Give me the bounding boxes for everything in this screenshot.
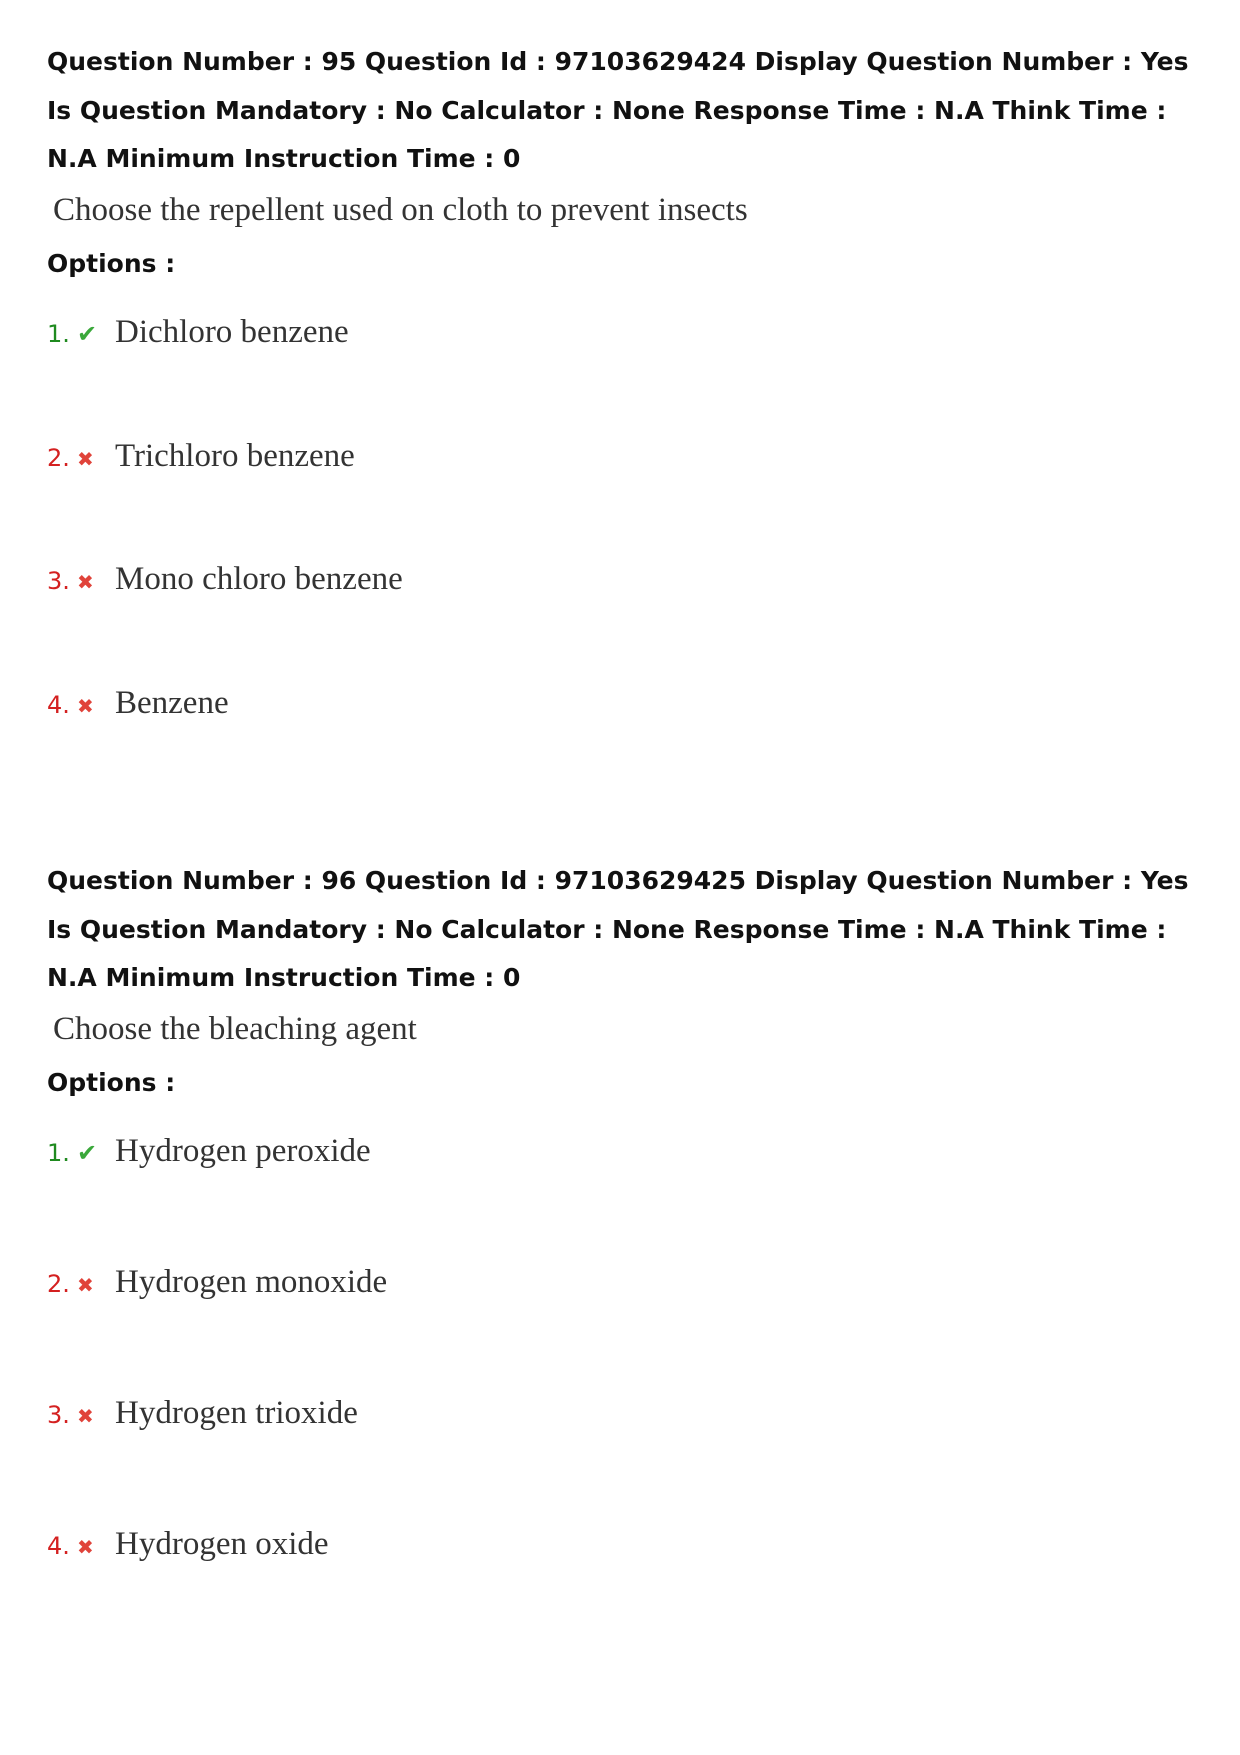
question-block	[47, 857, 1207, 1562]
option-4	[47, 685, 229, 745]
cross-icon: ✖	[77, 1535, 94, 1559]
option-3	[47, 561, 403, 621]
options-label: Options :	[47, 248, 176, 278]
option-number: 2.	[47, 444, 70, 472]
question-meta: Question Number : 95 Question Id : 97103629424 Display Question Number : Yes Is Question Mandatory : No Calculator : None Response Time : N.A Think Time : N.A Minimum Instruction Time : 0	[47, 47, 1189, 173]
option-text: Hydrogen trioxide	[115, 1395, 358, 1431]
option-text: Hydrogen monoxide	[115, 1264, 388, 1300]
option-2	[47, 438, 355, 498]
option-number: 4.	[47, 691, 70, 719]
option-text: Trichloro benzene	[115, 438, 355, 474]
option-1	[47, 1133, 371, 1193]
cross-icon: ✖	[77, 447, 94, 471]
option-number: 1.	[47, 320, 70, 348]
option-text: Hydrogen peroxide	[115, 1133, 371, 1169]
check-icon: ✔	[77, 1139, 98, 1167]
question-block	[47, 38, 1207, 721]
question-text: Choose the bleaching agent	[53, 1010, 417, 1047]
option-3	[47, 1395, 358, 1455]
options-label: Options :	[47, 1067, 176, 1097]
option-text: Dichloro benzene	[115, 314, 349, 350]
question-text: Choose the repellent used on cloth to prevent insects	[53, 191, 748, 228]
cross-icon: ✖	[77, 570, 94, 594]
option-text: Mono chloro benzene	[115, 561, 403, 597]
option-number: 4.	[47, 1532, 70, 1560]
option-number: 1.	[47, 1139, 70, 1167]
cross-icon: ✖	[77, 694, 94, 718]
option-number: 2.	[47, 1270, 70, 1298]
option-text: Benzene	[115, 685, 229, 721]
option-text: Hydrogen oxide	[115, 1526, 329, 1562]
cross-icon: ✖	[77, 1273, 94, 1297]
check-icon: ✔	[77, 320, 98, 348]
option-2	[47, 1264, 387, 1324]
option-1	[47, 314, 349, 374]
cross-icon: ✖	[77, 1404, 94, 1428]
question-meta: Question Number : 96 Question Id : 97103629425 Display Question Number : Yes Is Question Mandatory : No Calculator : None Response Time : N.A Think Time : N.A Minimum Instruction Time : 0	[47, 866, 1189, 992]
option-number: 3.	[47, 1401, 70, 1429]
option-number: 3.	[47, 567, 70, 595]
option-4	[47, 1526, 329, 1586]
